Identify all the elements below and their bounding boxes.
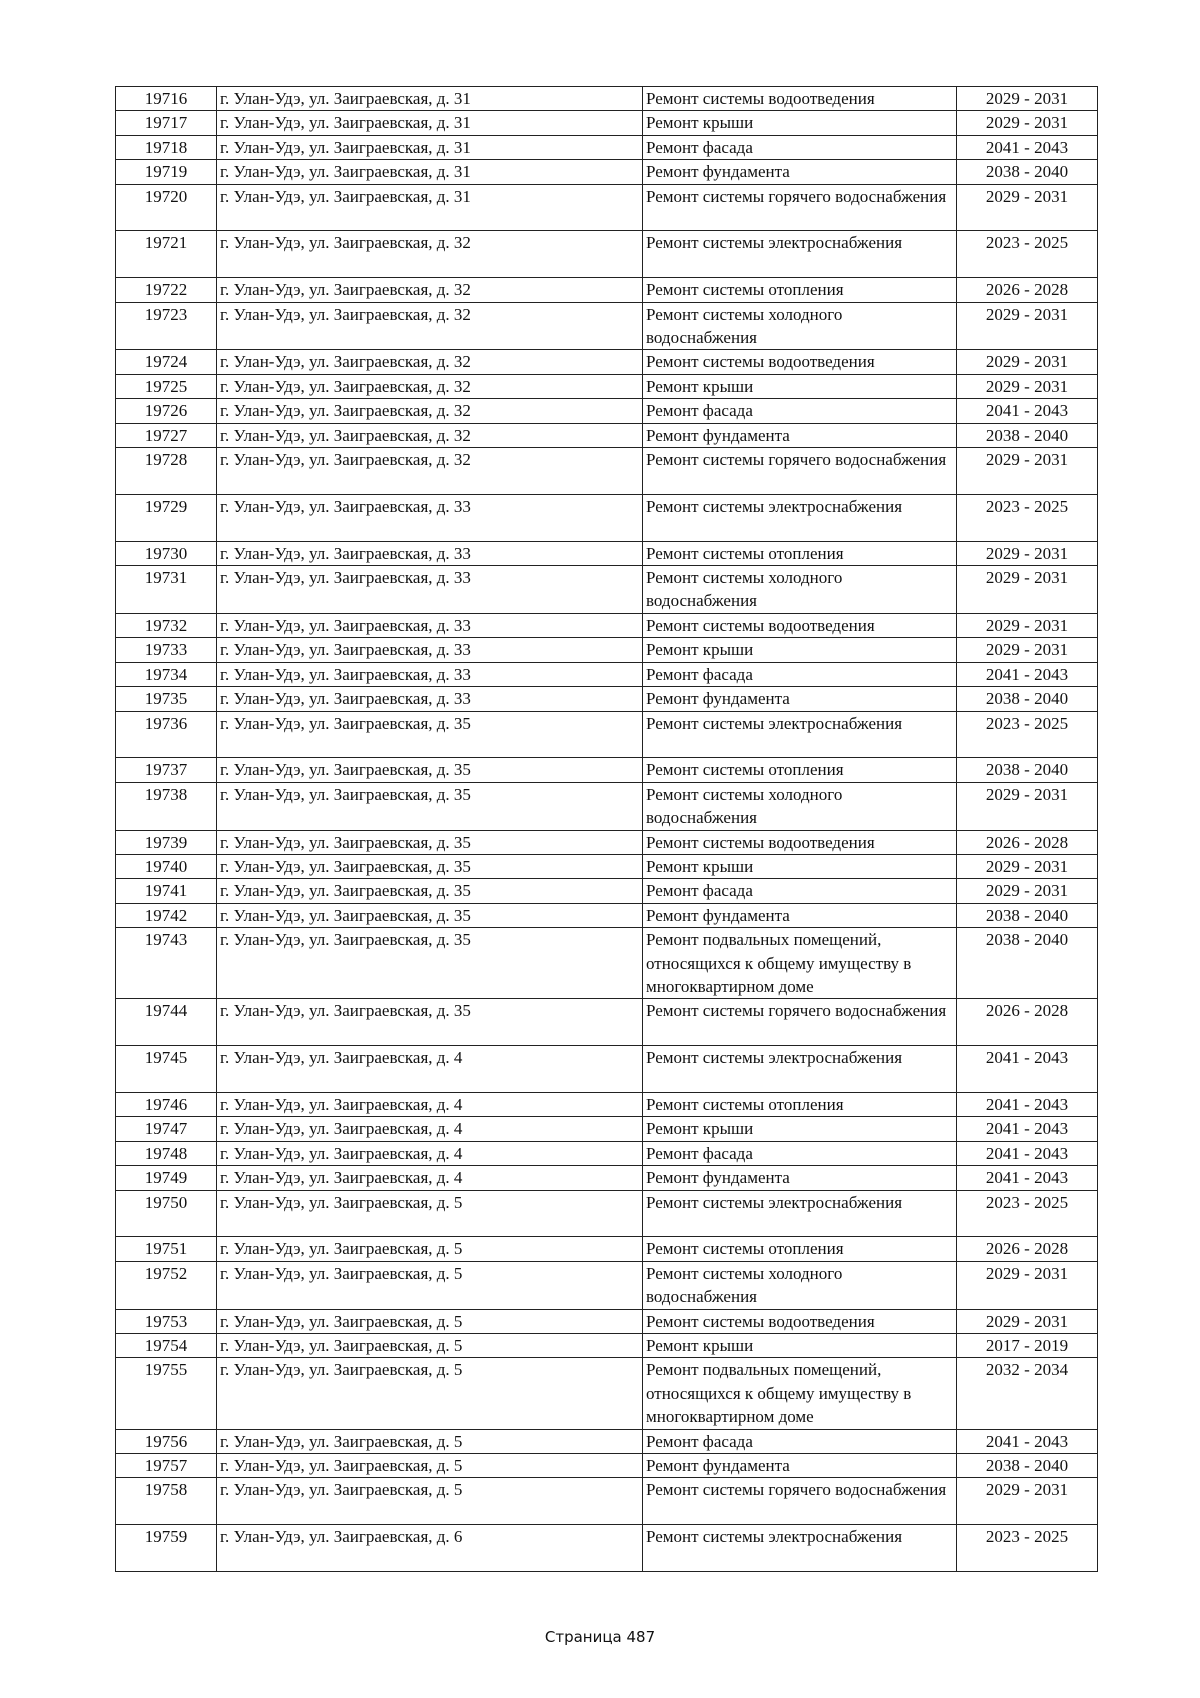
address-cell: г. Улан-Удэ, ул. Заиграевская, д. 4 [217,1117,643,1141]
table-row [116,1261,1098,1309]
row-number-cell: 19757 [116,1454,217,1478]
table-row [116,494,1098,541]
years-cell: 2023 - 2025 [957,1525,1098,1572]
table-row [116,448,1098,495]
years-cell: 2029 - 2031 [957,87,1098,111]
address-cell: г. Улан-Удэ, ул. Заиграевская, д. 5 [217,1334,643,1358]
address-cell: г. Улан-Удэ, ул. Заиграевская, д. 32 [217,302,643,350]
work-type-cell: Ремонт фундамента [643,423,957,447]
row-number-cell: 19739 [116,830,217,854]
years-cell: 2029 - 2031 [957,1309,1098,1333]
years-cell: 2029 - 2031 [957,1478,1098,1525]
work-type-cell: Ремонт фундамента [643,687,957,711]
address-cell: г. Улан-Удэ, ул. Заиграевская, д. 5 [217,1429,643,1453]
work-type-cell: Ремонт системы электроснабжения [643,711,957,758]
row-number-cell: 19736 [116,711,217,758]
address-cell: г. Улан-Удэ, ул. Заиграевская, д. 32 [217,278,643,302]
address-cell: г. Улан-Удэ, ул. Заиграевская, д. 35 [217,999,643,1046]
work-type-cell: Ремонт системы отопления [643,1092,957,1116]
row-number-cell: 19731 [116,566,217,614]
table-row [116,662,1098,686]
address-cell: г. Улан-Удэ, ул. Заиграевская, д. 5 [217,1190,643,1237]
row-number-cell: 19733 [116,638,217,662]
years-cell: 2029 - 2031 [957,854,1098,878]
row-number-cell: 19730 [116,541,217,565]
years-cell: 2029 - 2031 [957,350,1098,374]
address-cell: г. Улан-Удэ, ул. Заиграевская, д. 33 [217,541,643,565]
row-number-cell: 19722 [116,278,217,302]
address-cell: г. Улан-Удэ, ул. Заиграевская, д. 31 [217,135,643,159]
row-number-cell: 19751 [116,1237,217,1261]
table-row [116,374,1098,398]
table-row [116,1454,1098,1478]
table-row [116,758,1098,782]
row-number-cell: 19728 [116,448,217,495]
years-cell: 2041 - 2043 [957,135,1098,159]
table-row [116,711,1098,758]
work-type-cell: Ремонт крыши [643,111,957,135]
row-number-cell: 19741 [116,879,217,903]
table-row [116,613,1098,637]
address-cell: г. Улан-Удэ, ул. Заиграевская, д. 4 [217,1141,643,1165]
years-cell: 2041 - 2043 [957,1141,1098,1165]
row-number-cell: 19740 [116,854,217,878]
years-cell: 2029 - 2031 [957,374,1098,398]
row-number-cell: 19732 [116,613,217,637]
page-number: Страница 487 [544,1628,656,1646]
work-type-cell: Ремонт фундамента [643,1166,957,1190]
work-type-cell: Ремонт системы водоотведения [643,830,957,854]
years-cell: 2023 - 2025 [957,1190,1098,1237]
years-cell: 2038 - 2040 [957,758,1098,782]
address-cell: г. Улан-Удэ, ул. Заиграевская, д. 32 [217,350,643,374]
years-cell: 2029 - 2031 [957,302,1098,350]
years-cell: 2026 - 2028 [957,999,1098,1046]
work-type-cell: Ремонт фасада [643,399,957,423]
work-type-cell: Ремонт системы отопления [643,541,957,565]
table-row [116,302,1098,350]
table-row [116,687,1098,711]
row-number-cell: 19748 [116,1141,217,1165]
address-cell: г. Улан-Удэ, ул. Заиграевская, д. 33 [217,494,643,541]
row-number-cell: 19756 [116,1429,217,1453]
years-cell: 2041 - 2043 [957,662,1098,686]
address-cell: г. Улан-Удэ, ул. Заиграевская, д. 33 [217,566,643,614]
address-cell: г. Улан-Удэ, ул. Заиграевская, д. 31 [217,111,643,135]
years-cell: 2023 - 2025 [957,231,1098,278]
row-number-cell: 19719 [116,160,217,184]
work-type-cell: Ремонт системы горячего водоснабжения [643,448,957,495]
row-number-cell: 19718 [116,135,217,159]
work-type-cell: Ремонт системы электроснабжения [643,1190,957,1237]
years-cell: 2041 - 2043 [957,1117,1098,1141]
row-number-cell: 19726 [116,399,217,423]
table-row [116,1358,1098,1429]
row-number-cell: 19744 [116,999,217,1046]
years-cell: 2029 - 2031 [957,541,1098,565]
address-cell: г. Улан-Удэ, ул. Заиграевская, д. 4 [217,1046,643,1093]
address-cell: г. Улан-Удэ, ул. Заиграевская, д. 4 [217,1092,643,1116]
years-cell: 2026 - 2028 [957,1237,1098,1261]
years-cell: 2041 - 2043 [957,1429,1098,1453]
table-row [116,782,1098,830]
table-row [116,928,1098,999]
row-number-cell: 19727 [116,423,217,447]
work-type-cell: Ремонт системы водоотведения [643,1309,957,1333]
years-cell: 2041 - 2043 [957,399,1098,423]
years-cell: 2038 - 2040 [957,1454,1098,1478]
row-number-cell: 19753 [116,1309,217,1333]
table-body [116,87,1098,1572]
table-row [116,278,1098,302]
address-cell: г. Улан-Удэ, ул. Заиграевская, д. 33 [217,687,643,711]
table-row [116,1190,1098,1237]
work-type-cell: Ремонт фасада [643,1141,957,1165]
years-cell: 2029 - 2031 [957,613,1098,637]
address-cell: г. Улан-Удэ, ул. Заиграевская, д. 5 [217,1454,643,1478]
address-cell: г. Улан-Удэ, ул. Заиграевская, д. 32 [217,448,643,495]
work-type-cell: Ремонт системы электроснабжения [643,231,957,278]
work-type-cell: Ремонт системы отопления [643,1237,957,1261]
table-row [116,1309,1098,1333]
address-cell: г. Улан-Удэ, ул. Заиграевская, д. 35 [217,928,643,999]
table-row [116,854,1098,878]
address-cell: г. Улан-Удэ, ул. Заиграевская, д. 33 [217,638,643,662]
table-row [116,423,1098,447]
row-number-cell: 19721 [116,231,217,278]
row-number-cell: 19734 [116,662,217,686]
row-number-cell: 19738 [116,782,217,830]
table-row [116,1092,1098,1116]
work-type-cell: Ремонт крыши [643,1334,957,1358]
row-number-cell: 19755 [116,1358,217,1429]
row-number-cell: 19754 [116,1334,217,1358]
work-type-cell: Ремонт фундамента [643,160,957,184]
address-cell: г. Улан-Удэ, ул. Заиграевская, д. 31 [217,160,643,184]
work-type-cell: Ремонт системы горячего водоснабжения [643,184,957,231]
work-type-cell: Ремонт системы холодного водоснабжения [643,302,957,350]
address-cell: г. Улан-Удэ, ул. Заиграевская, д. 5 [217,1261,643,1309]
table-row [116,1478,1098,1525]
table-row [116,999,1098,1046]
row-number-cell: 19743 [116,928,217,999]
table-row [116,160,1098,184]
address-cell: г. Улан-Удэ, ул. Заиграевская, д. 35 [217,879,643,903]
work-type-cell: Ремонт системы водоотведения [643,350,957,374]
years-cell: 2026 - 2028 [957,278,1098,302]
table-row [116,566,1098,614]
address-cell: г. Улан-Удэ, ул. Заиграевская, д. 31 [217,87,643,111]
address-cell: г. Улан-Удэ, ул. Заиграевская, д. 32 [217,231,643,278]
years-cell: 2038 - 2040 [957,903,1098,927]
address-cell: г. Улан-Удэ, ул. Заиграевская, д. 32 [217,399,643,423]
years-cell: 2032 - 2034 [957,1358,1098,1429]
work-type-cell: Ремонт крыши [643,374,957,398]
work-type-cell: Ремонт фундамента [643,903,957,927]
table-row [116,638,1098,662]
work-type-cell: Ремонт системы электроснабжения [643,494,957,541]
row-number-cell: 19746 [116,1092,217,1116]
address-cell: г. Улан-Удэ, ул. Заиграевская, д. 35 [217,830,643,854]
table-row [116,879,1098,903]
table-row [116,231,1098,278]
row-number-cell: 19758 [116,1478,217,1525]
address-cell: г. Улан-Удэ, ул. Заиграевская, д. 31 [217,184,643,231]
row-number-cell: 19745 [116,1046,217,1093]
row-number-cell: 19716 [116,87,217,111]
address-cell: г. Улан-Удэ, ул. Заиграевская, д. 33 [217,613,643,637]
years-cell: 2029 - 2031 [957,1261,1098,1309]
work-type-cell: Ремонт фундамента [643,1454,957,1478]
row-number-cell: 19737 [116,758,217,782]
years-cell: 2038 - 2040 [957,928,1098,999]
address-cell: г. Улан-Удэ, ул. Заиграевская, д. 5 [217,1478,643,1525]
table-row [116,1237,1098,1261]
address-cell: г. Улан-Удэ, ул. Заиграевская, д. 5 [217,1237,643,1261]
years-cell: 2029 - 2031 [957,782,1098,830]
years-cell: 2023 - 2025 [957,494,1098,541]
row-number-cell: 19749 [116,1166,217,1190]
work-type-cell: Ремонт системы электроснабжения [643,1046,957,1093]
work-type-cell: Ремонт крыши [643,1117,957,1141]
repair-schedule-table [115,86,1098,1572]
years-cell: 2029 - 2031 [957,184,1098,231]
row-number-cell: 19720 [116,184,217,231]
table-row [116,399,1098,423]
work-type-cell: Ремонт фасада [643,879,957,903]
address-cell: г. Улан-Удэ, ул. Заиграевская, д. 33 [217,662,643,686]
work-type-cell: Ремонт системы холодного водоснабжения [643,566,957,614]
years-cell: 2038 - 2040 [957,687,1098,711]
years-cell: 2026 - 2028 [957,830,1098,854]
row-number-cell: 19729 [116,494,217,541]
work-type-cell: Ремонт системы водоотведения [643,87,957,111]
years-cell: 2029 - 2031 [957,448,1098,495]
work-type-cell: Ремонт системы отопления [643,758,957,782]
years-cell: 2029 - 2031 [957,111,1098,135]
work-type-cell: Ремонт системы горячего водоснабжения [643,999,957,1046]
address-cell: г. Улан-Удэ, ул. Заиграевская, д. 35 [217,758,643,782]
table-row [116,903,1098,927]
years-cell: 2029 - 2031 [957,879,1098,903]
table-row [116,1046,1098,1093]
address-cell: г. Улан-Удэ, ул. Заиграевская, д. 35 [217,903,643,927]
address-cell: г. Улан-Удэ, ул. Заиграевская, д. 32 [217,374,643,398]
address-cell: г. Улан-Удэ, ул. Заиграевская, д. 5 [217,1309,643,1333]
row-number-cell: 19717 [116,111,217,135]
table-row [116,1166,1098,1190]
years-cell: 2041 - 2043 [957,1092,1098,1116]
years-cell: 2029 - 2031 [957,638,1098,662]
row-number-cell: 19759 [116,1525,217,1572]
address-cell: г. Улан-Удэ, ул. Заиграевская, д. 5 [217,1358,643,1429]
years-cell: 2041 - 2043 [957,1166,1098,1190]
row-number-cell: 19747 [116,1117,217,1141]
work-type-cell: Ремонт крыши [643,854,957,878]
address-cell: г. Улан-Удэ, ул. Заиграевская, д. 35 [217,854,643,878]
row-number-cell: 19742 [116,903,217,927]
work-type-cell: Ремонт фасада [643,1429,957,1453]
years-cell: 2029 - 2031 [957,566,1098,614]
table-row [116,111,1098,135]
work-type-cell: Ремонт фасада [643,662,957,686]
work-type-cell: Ремонт системы горячего водоснабжения [643,1478,957,1525]
years-cell: 2038 - 2040 [957,160,1098,184]
row-number-cell: 19725 [116,374,217,398]
table-row [116,1117,1098,1141]
years-cell: 2023 - 2025 [957,711,1098,758]
work-type-cell: Ремонт системы отопления [643,278,957,302]
row-number-cell: 19752 [116,1261,217,1309]
table-row [116,135,1098,159]
table-row [116,830,1098,854]
table-row [116,541,1098,565]
years-cell: 2038 - 2040 [957,423,1098,447]
years-cell: 2041 - 2043 [957,1046,1098,1093]
work-type-cell: Ремонт фасада [643,135,957,159]
work-type-cell: Ремонт системы холодного водоснабжения [643,1261,957,1309]
address-cell: г. Улан-Удэ, ул. Заиграевская, д. 32 [217,423,643,447]
table-row [116,87,1098,111]
table-row [116,1141,1098,1165]
years-cell: 2017 - 2019 [957,1334,1098,1358]
address-cell: г. Улан-Удэ, ул. Заиграевская, д. 35 [217,782,643,830]
work-type-cell: Ремонт системы водоотведения [643,613,957,637]
work-type-cell: Ремонт подвальных помещений, относящихся к общему имуществу в многоквартирном доме [643,928,957,999]
table-row [116,350,1098,374]
work-type-cell: Ремонт подвальных помещений, относящихся к общему имуществу в многоквартирном доме [643,1358,957,1429]
row-number-cell: 19735 [116,687,217,711]
address-cell: г. Улан-Удэ, ул. Заиграевская, д. 4 [217,1166,643,1190]
work-type-cell: Ремонт системы холодного водоснабжения [643,782,957,830]
row-number-cell: 19750 [116,1190,217,1237]
row-number-cell: 19723 [116,302,217,350]
row-number-cell: 19724 [116,350,217,374]
table-row [116,184,1098,231]
table-row [116,1334,1098,1358]
table-row [116,1429,1098,1453]
address-cell: г. Улан-Удэ, ул. Заиграевская, д. 6 [217,1525,643,1572]
table-row [116,1525,1098,1572]
work-type-cell: Ремонт крыши [643,638,957,662]
address-cell: г. Улан-Удэ, ул. Заиграевская, д. 35 [217,711,643,758]
work-type-cell: Ремонт системы электроснабжения [643,1525,957,1572]
